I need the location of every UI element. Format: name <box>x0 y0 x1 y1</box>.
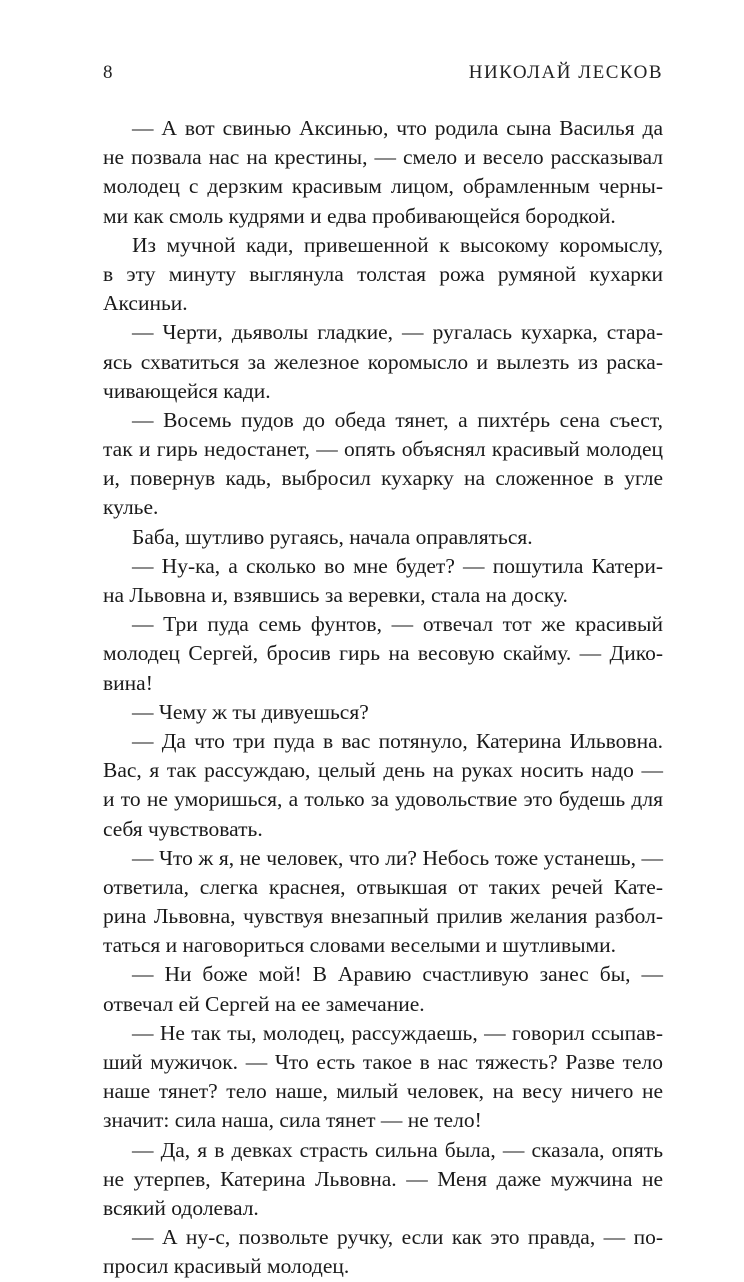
text-line: и то не уморишься, а только за удовольствие это будешь для <box>103 787 663 812</box>
text-line: чивающейся кади. <box>103 378 271 403</box>
text-line: кулье. <box>103 495 159 520</box>
text-line: в эту минуту выглянула толстая рожа румяной кухарки <box>103 261 663 286</box>
text-line: всякий одолевал. <box>103 1195 259 1220</box>
text-line: таться и наговориться словами веселыми и шутливыми. <box>103 933 617 958</box>
text-line: Баба, шутливо ругаясь, начала оправляться. <box>132 524 533 549</box>
text-line: молодец Сергей, бросив гирь на весовую скайму. — Дико- <box>103 641 663 666</box>
text-line: и, повернув кадь, выбросил кухарку на сложенное в угле <box>103 466 663 491</box>
text-line: не позвала нас на крестины, — смело и весело рассказывал <box>103 145 663 170</box>
text-line: ми как смоль кудрями и едва пробивающейся бородкой. <box>103 203 616 228</box>
text-line: просил красивый молодец. <box>103 1254 350 1279</box>
text-line: — Что ж я, не человек, что ли? Небось тоже устанешь, — <box>132 845 663 870</box>
text-line: ответила, слегка краснея, отвыкшая от таких речей Кате- <box>103 874 663 899</box>
text-line: — А вот свинью Аксинью, что родила сына Василья да <box>132 116 663 140</box>
text-line: рина Львовна, чувствуя внезапный прилив желания разбол- <box>103 904 663 929</box>
text-line: себя чувствовать. <box>103 816 263 841</box>
text-line: ший мужичок. — Что есть такое в нас тяжесть? Разве тело <box>103 1050 663 1074</box>
text-line: на Львовна и, взявшись за веревки, стала на доску. <box>103 583 568 607</box>
text-line: — Чему ж ты дивуешься? <box>132 699 369 724</box>
text-line: — Не так ты, молодец, рассуждаешь, — говорил ссыпав- <box>132 1020 663 1045</box>
text-line: — Да что три пуда в вас потянуло, Катерина Ильвовна. <box>132 728 663 753</box>
text-line: — Три пуда семь фунтов, — отвечал тот же красивый <box>132 612 663 637</box>
page-number: 8 <box>103 62 113 83</box>
text-line: ясь схватиться за железное коромысло и вылезть из раска- <box>103 349 663 374</box>
body-text <box>103 114 663 1282</box>
text-line: — А ну-с, позвольте ручку, если как это правда, — по- <box>132 1225 663 1250</box>
text-line: — Ну-ка, а сколько во мне будет? — пошутила Катери- <box>132 553 663 578</box>
text-line: так и гирь недостанет, — опять объяснял красивый молодец <box>103 437 663 462</box>
text-line: — Да, я в девках страсть сильна была, — сказала, опять <box>132 1137 663 1162</box>
text-line: отвечал ей Сергей на ее замечание. <box>103 991 425 1016</box>
text-line: — Черти, дьяволы гладкие, — ругалась кухарка, стара- <box>132 320 663 345</box>
text-line: Аксиньи. <box>103 291 188 316</box>
text-line: молодец с дерзким красивым лицом, обрамленным черны- <box>103 174 663 199</box>
text-line: Вас, я так рассуждаю, целый день на руках носить надо — <box>103 758 663 783</box>
text-line: — Ни боже мой! В Аравию счастливую занес бы, — <box>132 962 663 987</box>
text-line: наше тянет? тело наше, милый человек, на весу ничего не <box>103 1079 663 1104</box>
text-line: вина! <box>103 670 153 695</box>
text-line: значит: сила наша, сила тянет — не тело! <box>103 1108 482 1133</box>
text-line: Из мучной кади, привешенной к высокому коромыслу, <box>132 232 663 257</box>
running-header-author: НИКОЛАЙ ЛЕСКОВ <box>468 62 663 83</box>
running-header <box>103 62 663 86</box>
text-line: — Восемь пудов до обеда тянет, а пихтéрь сена съест, <box>132 407 663 432</box>
text-line: не утерпев, Катерина Львовна. — Меня даже мужчина не <box>103 1166 663 1191</box>
